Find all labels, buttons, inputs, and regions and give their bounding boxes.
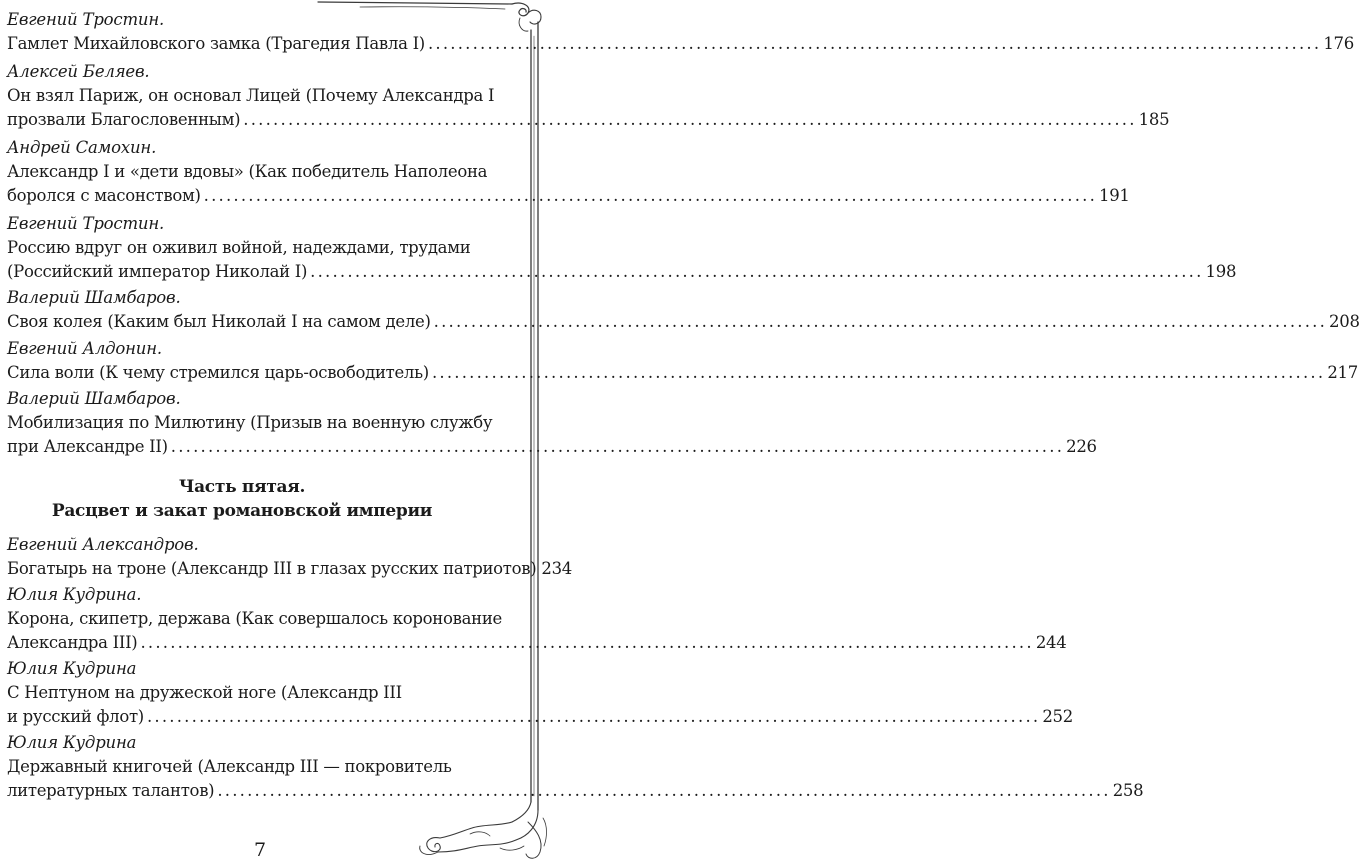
toc-entry-author: Валерий Шамбаров. (7, 288, 181, 307)
toc-entry-author: Андрей Самохин. (7, 138, 157, 157)
dot-leader: ........................................................................................................................ (243, 110, 1137, 129)
toc-entry-title-end: боролся с масонством) (7, 186, 201, 205)
toc-entry-author: Юлия Кудрина. (7, 585, 142, 604)
toc-entry-page-number: 176 (1323, 34, 1354, 53)
toc-entry-leader-line (7, 631, 1067, 655)
toc-entry-title-end: и русский флот) (7, 707, 144, 726)
toc-entry (7, 731, 1144, 803)
toc-entry-page-number: 252 (1042, 707, 1073, 726)
toc-entry-title-end: Богатырь на троне (Александр III в глазах русских патриотов) (7, 559, 537, 578)
toc-entry (7, 286, 1360, 334)
toc-entry-title-end: (Российский император Николай I) (7, 262, 308, 281)
dot-leader: ........................................................................................................................ (433, 312, 1328, 331)
toc-entry-leader-line (7, 435, 1097, 459)
toc-entry-page-number: 217 (1327, 363, 1358, 382)
toc-entry-leader-line (7, 184, 1130, 208)
toc-entry-title-end: при Александре II) (7, 437, 168, 456)
toc-entry-leader-line (7, 361, 1358, 385)
toc-entry-leader-line (7, 557, 572, 581)
toc-entry-page-number: 191 (1099, 186, 1130, 205)
section-heading (7, 475, 477, 523)
toc-entry-title-line: С Нептуном на дружеской ноге (Александр III (7, 683, 402, 702)
toc-entry-author: Евгений Тростин. (7, 10, 165, 29)
toc-entry-title-end: Своя колея (Каким был Николай I на самом деле) (7, 312, 431, 331)
toc-entries-bottom (7, 533, 1144, 803)
toc-entry (7, 60, 1170, 132)
toc-entry (7, 136, 1130, 208)
dot-leader: ........................................................................................................................ (140, 633, 1034, 652)
toc-entry-title-end: Гамлет Михайловского замка (Трагедия Павла I) (7, 34, 425, 53)
toc-entry-page-number: 258 (1112, 781, 1144, 800)
toc-entry-title-line: Корона, скипетр, держава (Как совершалось коронование (7, 609, 503, 628)
toc-entry-title-end: прозвали Благословенным) (7, 110, 241, 129)
toc-entry-leader-line (7, 32, 1354, 56)
toc-entry-title-line: Державный книгочей (Александр III — покровитель (7, 757, 452, 776)
toc-entry (7, 533, 572, 581)
toc-entry-leader-line (7, 108, 1170, 132)
toc-entry-author: Евгений Алдонин. (7, 339, 162, 358)
dot-leader: ........................................................................................................................ (146, 707, 1041, 726)
toc-entry-title-line: Александр I и «дети вдовы» (Как победитель Наполеона (7, 162, 488, 181)
toc-entry-author: Евгений Александров. (7, 535, 199, 554)
toc-entry (7, 337, 1358, 385)
toc-entry-page-number: 244 (1035, 633, 1067, 652)
dot-leader: ........................................................................................................................ (170, 437, 1065, 456)
dot-leader: ........................................................................................................................ (217, 781, 1111, 800)
dot-leader: ........................................................................................................................ (310, 262, 1204, 281)
toc-entry-leader-line (7, 705, 1073, 729)
toc-entry-page-number: 208 (1329, 312, 1360, 331)
toc-entry (7, 657, 1073, 729)
toc-entry-author: Валерий Шамбаров. (7, 389, 181, 408)
toc-entry-title-end: Александра III) (7, 633, 138, 652)
toc-entry-title-line: Он взял Париж, он основал Лицей (Почему Александра I (7, 86, 495, 105)
toc-entry-author: Юлия Кудрина (7, 659, 137, 678)
toc-entry (7, 387, 1097, 459)
toc-entry-author: Евгений Тростин. (7, 214, 165, 233)
toc-entry-page-number: 185 (1138, 110, 1170, 129)
toc-entry-leader-line (7, 779, 1144, 803)
table-of-contents (7, 0, 1360, 803)
dot-leader: ........................................................................................................................ (203, 186, 1098, 205)
toc-entry (7, 212, 1237, 284)
toc-entry-page-number: 226 (1066, 437, 1097, 456)
toc-entry-leader-line (7, 310, 1360, 334)
toc-entry-title-end: литературных талантов) (7, 781, 215, 800)
section-part-label: Часть пятая. (178, 477, 306, 497)
toc-entry-author: Юлия Кудрина (7, 733, 137, 752)
toc-entry-title-line: Россию вдруг он оживил войной, надеждами, трудами (7, 238, 471, 257)
toc-entry-title-line: Мобилизация по Милютину (Призыв на военную службу (7, 413, 493, 432)
toc-entries-top (7, 0, 1360, 459)
toc-entry (7, 583, 1067, 655)
section-title: Расцвет и закат романовской империи (51, 501, 433, 521)
toc-entry-page-number: 198 (1205, 262, 1237, 281)
toc-entry-author: Алексей Беляев. (7, 62, 150, 81)
toc-entry-title-end: Сила воли (К чему стремился царь-освободитель) (7, 363, 429, 382)
toc-entry (7, 8, 1354, 56)
page-number: 7 (253, 839, 267, 861)
toc-entry-page-number: 234 (541, 559, 572, 578)
dot-leader: ........................................................................................................................ (431, 363, 1326, 382)
dot-leader: ........................................................................................................................ (427, 34, 1322, 53)
toc-entry-leader-line (7, 260, 1237, 284)
